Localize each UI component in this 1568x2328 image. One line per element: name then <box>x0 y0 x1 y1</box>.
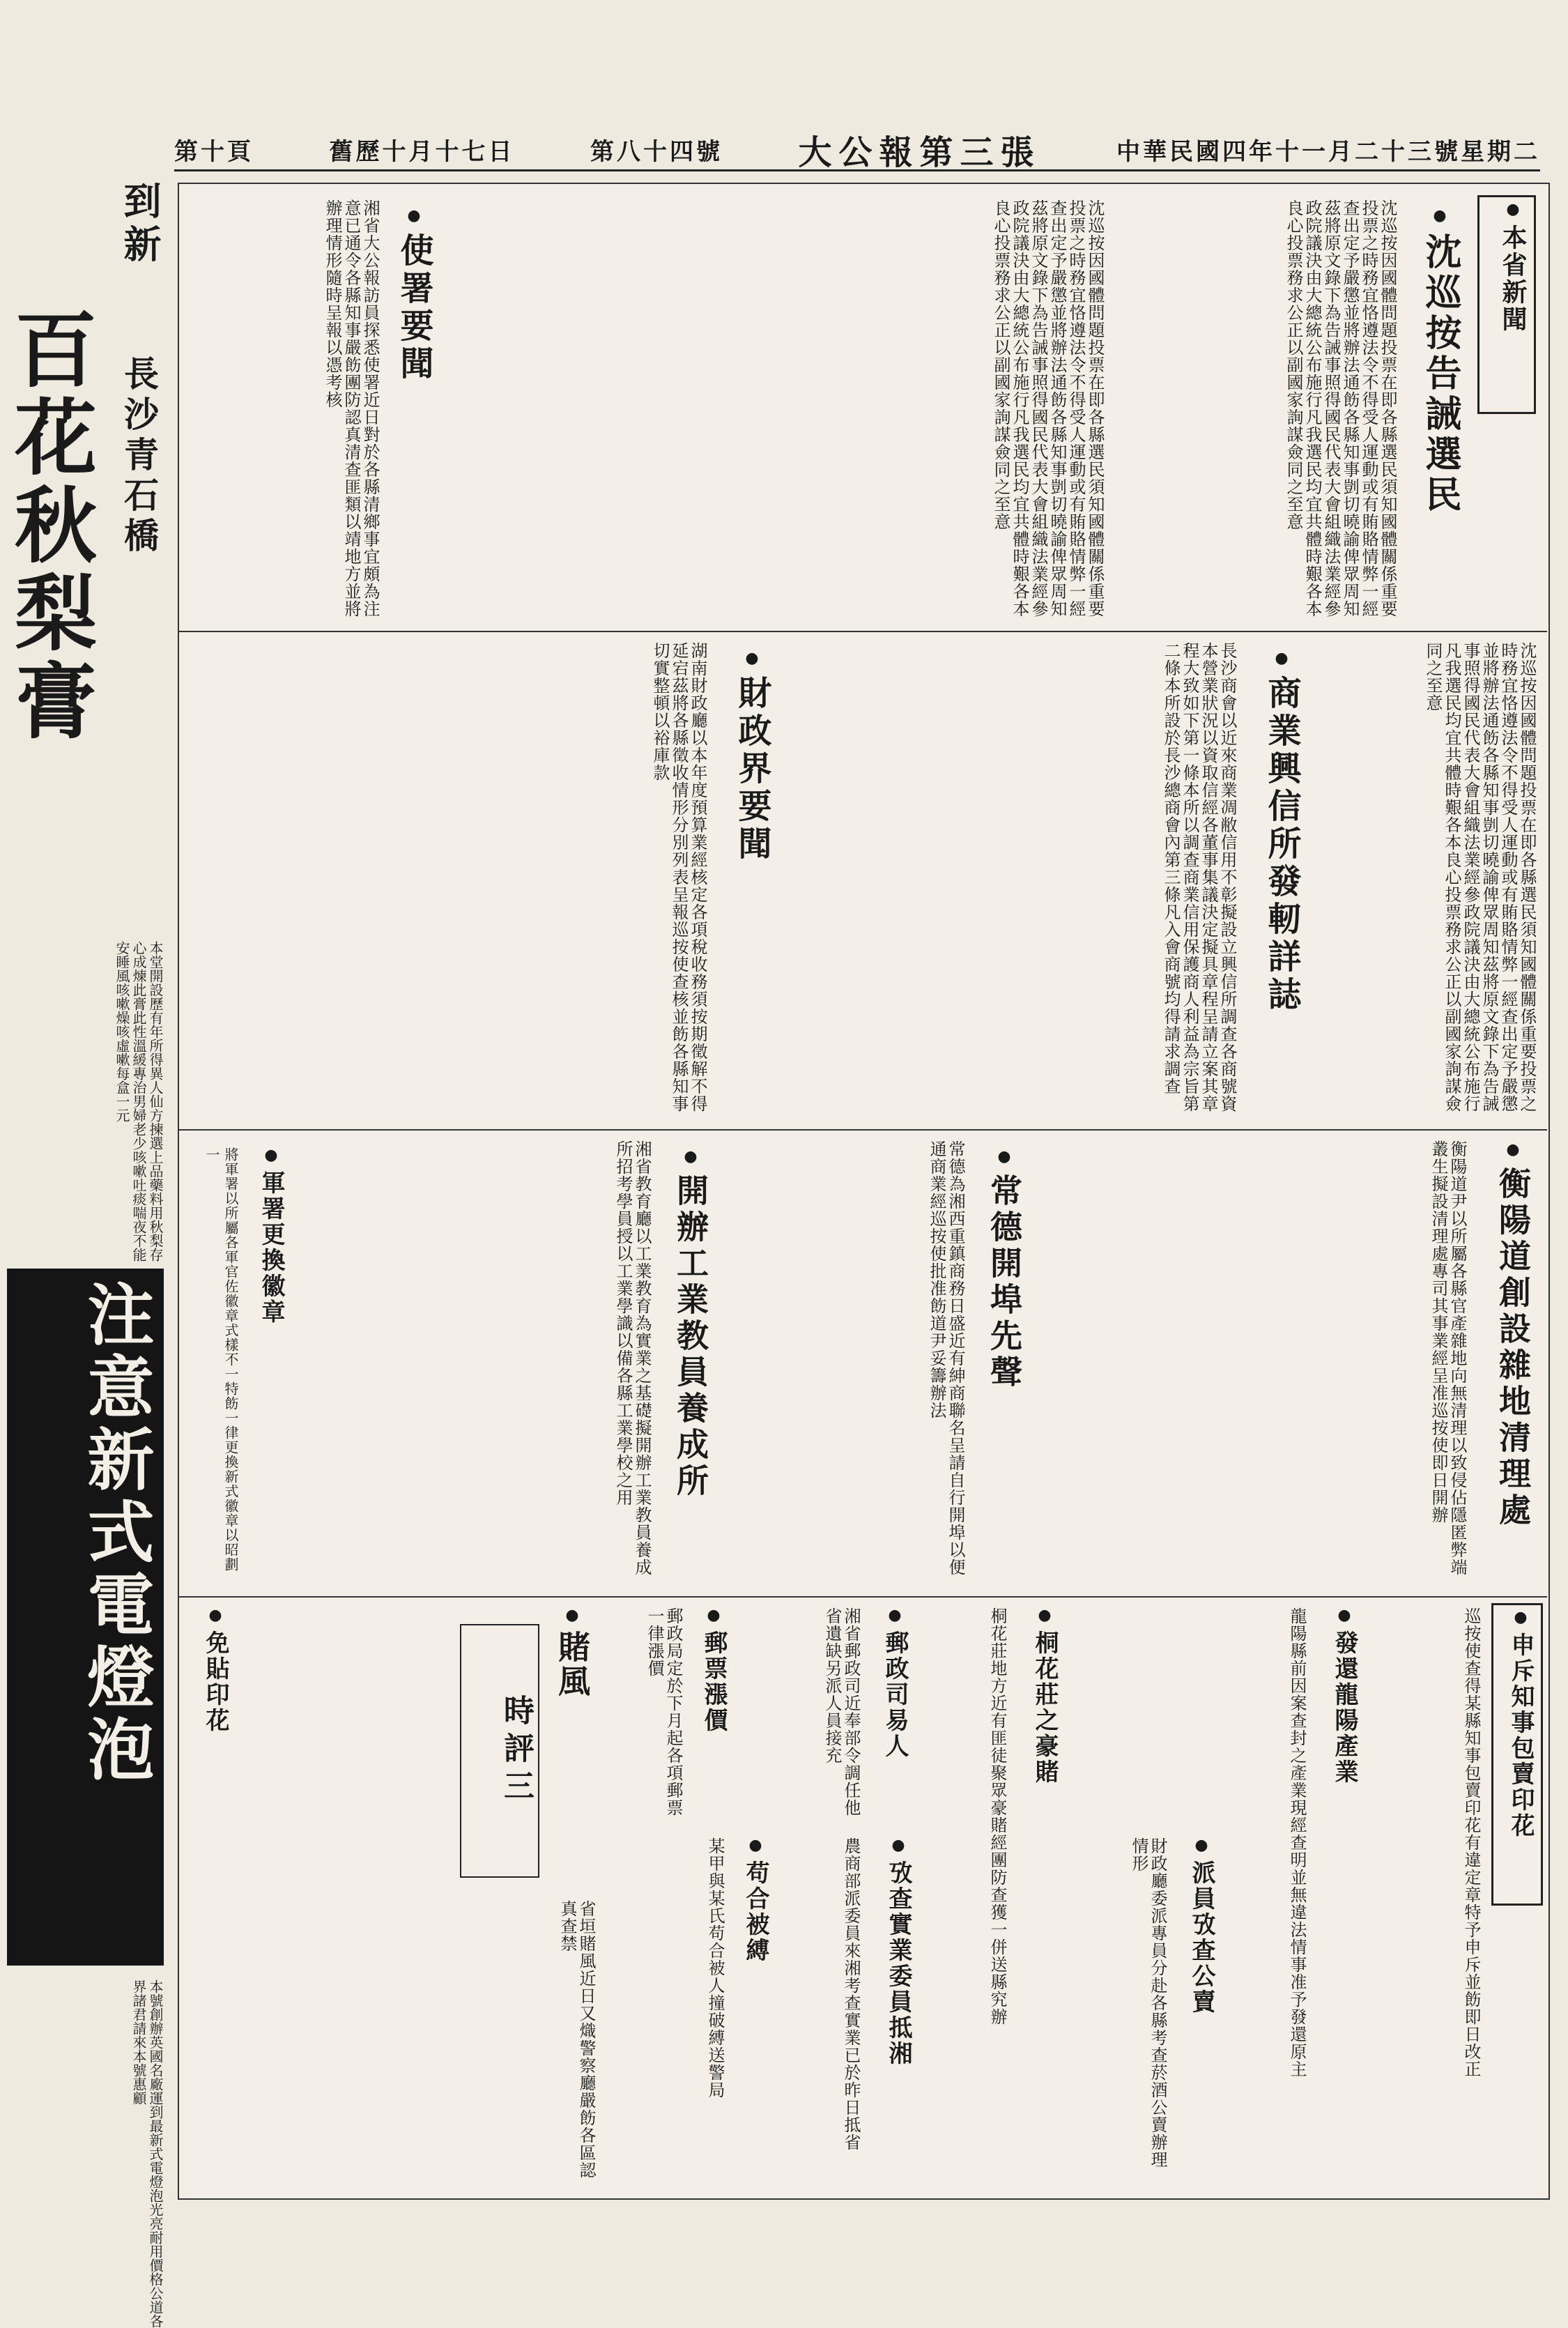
industry-headline: ● 開辦工業教員養成所 <box>659 1143 716 1598</box>
postal-headline: ● 郵政司易人 <box>871 1603 915 1790</box>
industry-body: 湘省教育廳以工業教育為實業之基礎擬開辦工業教員養成所招考學員授以工業學識以備各縣工業學校之用 <box>613 1140 652 1576</box>
baoding-body: 財政廳委派專員分赴各縣考查菸酒公賣辦理情形 <box>1129 1837 1167 2168</box>
paper-name: 大公報第三張 <box>798 132 1041 172</box>
baoding-headline: ● 派員攷查公賣 <box>1178 1833 1222 2048</box>
troops-body: 將軍署以所屬各軍官佐徽章式樣不一特飭一律更換新式徽章以昭劃一 <box>203 1147 239 1572</box>
finance-body: 湖南財政廳以本年度預算業經核定各項稅收務須按期徵解不得延宕茲將各縣徵收情形分別列表呈報巡按使查核並飭各縣知事切實整頓以裕庫款 <box>650 642 707 1112</box>
changde-headline: ● 常德開埠先聲 <box>972 1143 1030 1500</box>
tradesman-headline: ● 苟合被縛 <box>732 1833 776 2020</box>
shenyang-headline: ● 沈巡按告誡選民 <box>1408 202 1469 629</box>
inspect-headline: ● 攷查實業委員抵湘 <box>871 1833 918 2131</box>
page-number: 第十頁 <box>174 137 254 166</box>
troops-headline: ● 軍署更換徽章 <box>247 1143 291 1427</box>
lunar-date: 舊歷十月十七日 <box>329 137 515 166</box>
rule-1 <box>178 631 1547 632</box>
rule-3 <box>178 1596 1547 1598</box>
postal-rate-headline: ● 郵票漲價 <box>690 1603 734 1790</box>
ad-lamp-title: 注意新式電燈泡 <box>7 1269 164 1966</box>
commerce-body: 長沙商會以近來商業凋敝信用不彰擬設立興信所調查各商號資本營業狀況以資取信經各董事集議決定擬具章程呈請立案其章程大致如下第一條本所以調查商業信用保護商人利益為宗旨第二條本所設於長沙總商會內第三條凡入會商號均得請求調查 <box>1161 642 1237 1112</box>
timing-label: 時評三 <box>498 1694 534 1807</box>
ad-pear-paste-text: 本堂開設歷有年所得異人仙方揀選上品藥料用秋梨存心成煉此膏此性溫緩專治男婦老少咳嗽吐痰喘夜不能安睡風咳嗽燥咳虛嗽每盒一元 <box>114 941 164 1262</box>
yanglong-headline: ● 發還龍陽產業 <box>1317 1603 1365 1818</box>
masthead <box>174 129 1540 171</box>
tradesman-body: 某甲與某氏苟合被人撞破縛送警局 <box>705 1837 725 2099</box>
shenyang-body-second: 沈巡按因國體問題投票在即各縣選民須知國體關係重要投票之時務宜恪遵法令不得受人運動或有賄賂情弊一經查出定予嚴懲並將辦法通飭各縣知事剴切曉諭俾眾周知茲將原文錄下為告誡事照得國民代表大會組織法業經參政院議決由大總統公布施行凡我選民均宜共體時艱各本良心投票務求公正以副國家詢謀僉同之至意 <box>1423 642 1537 1112</box>
zhongxiang-body: 巡按使查得某縣知事包賣印花有違定章特予申斥並飭即日改正 <box>1461 1607 1481 2078</box>
postal-rate-body: 郵政局定於下月起各項郵票一律漲價 <box>645 1607 683 1816</box>
envoy-headline: ● 使署要聞 <box>387 202 441 629</box>
gamble-headline: ● 賭風 <box>551 1603 598 1762</box>
commerce-headline: ● 商業興信所發軔詳誌 <box>1247 645 1309 1127</box>
roc-date: 中華民國四年十一月二十三號星期二 <box>1116 137 1540 166</box>
rule-2 <box>178 1129 1547 1131</box>
ad-vendor: 長沙青石橋 <box>118 355 160 558</box>
timing-box <box>460 1624 539 1878</box>
inspect-body: 農商部派委員來湘考查實業已於昨日抵省 <box>841 1837 861 2151</box>
gamble-body: 省垣賭風近日又熾警察廳嚴飭各區認真查禁 <box>558 1900 596 2179</box>
tonglu-body: 桐花莊地方近有匪徒聚眾豪賭經團防查獲一併送縣究辦 <box>987 1607 1007 2025</box>
ad-pear-paste-title: 百花秋梨膏 <box>1 307 98 746</box>
hengyang-body: 衡陽道尹以所屬各縣官產雜地向無清理以致侵佔隱匿弊端叢生擬設清理處專司其事業經呈准巡按使即日開辦 <box>1429 1140 1467 1576</box>
envoy-body: 湘省大公報訪員探悉使署近日對於各縣清鄉事宜頗為注意已通令各縣知事嚴飭團防認真清查匪類以靖地方並將辦理情形隨時呈報以憑考核 <box>323 199 380 618</box>
section-province-news: ● 本省新聞 <box>1477 195 1536 414</box>
postal-body: 湘省郵政司近奉部令調任他省遺缺另派人員接充 <box>822 1607 861 1816</box>
issue-number: 第八十四號 <box>590 137 723 166</box>
yanglong-body: 龍陽縣前因案查封之產業現經查明並無違法情事准予發還原主 <box>1287 1607 1307 2078</box>
tonglu-headline: ● 桐花莊之豪賭 <box>1017 1603 1065 1818</box>
ad-new-arrival: 到新 <box>118 181 162 268</box>
finance-headline: ● 財政界要聞 <box>718 645 779 932</box>
shenyang-body-cont: 沈巡按因國體問題投票在即各縣選民須知國體關係重要投票之時務宜恪遵法令不得受人運動或有賄賂情弊一經查出定予嚴懲並將辦法通飭各縣知事剴切曉諭俾眾周知茲將原文錄下為告誡事照得國民代表大會組織法業經參政院議決由大總統公布施行凡我選民均宜共體時艱各本良心投票務求公正以副國家詢謀僉同之至意 <box>991 199 1105 618</box>
zhongxiang-headline: ● 申斥知事包賣印花 <box>1491 1603 1543 1906</box>
hengyang-headline: ● 衡陽道創設雜地清理處 <box>1477 1136 1539 1598</box>
ad-lamp-text: 本號創辦英國名廠運到最新式電燈泡光亮耐用價格公道各界諸君請來本號惠顧 <box>130 1979 164 2328</box>
exempt-headline: ● 免貼印花 <box>188 1603 236 1818</box>
changde-body: 常德為湘西重鎮商務日盛近有紳商聯名呈請自行開埠以便通商業經巡按使批准飭道尹妥籌辦法 <box>927 1140 965 1576</box>
shenyang-body: 沈巡按因國體問題投票在即各縣選民須知國體關係重要投票之時務宜恪遵法令不得受人運動或有賄賂情弊一經查出定予嚴懲並將辦法通飭各縣知事剴切曉諭俾眾周知茲將原文錄下為告誡事照得國民代表大會組織法業經參政院議決由大總統公布施行凡我選民均宜共體時艱各本良心投票務求公正以副國家詢謀僉同之至意 <box>1284 199 1397 618</box>
ad-column <box>0 125 171 2328</box>
